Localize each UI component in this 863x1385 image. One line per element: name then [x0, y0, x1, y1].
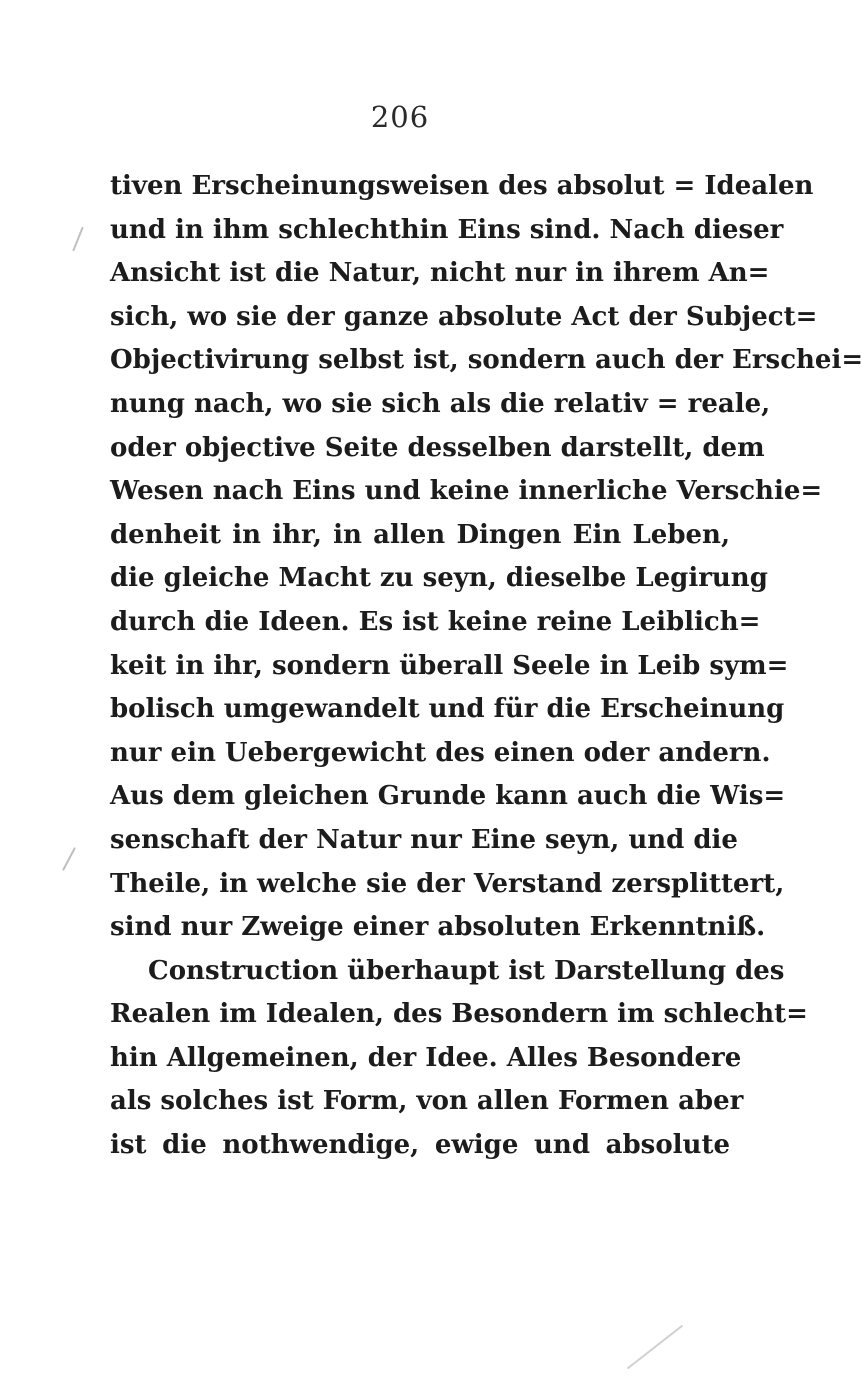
text-line: Objectivirung selbst ist, sondern auch der Erschei= [110, 345, 863, 376]
text-line: oder objective Seite desselben darstellt, dem [110, 432, 765, 463]
text-line: und in ihm schlechthin Eins sind. Nach dieser [110, 214, 784, 245]
text-line: tiven Erscheinungsweisen des absolut = Idealen [110, 171, 814, 201]
text-line: nung nach, wo sie sich als die relativ = reale, [110, 388, 771, 419]
text-line: durch die Ideen. Es ist keine reine Leiblich= [110, 606, 761, 637]
text-line: als solches ist Form, von allen Formen aber [110, 1086, 744, 1117]
text-line: ist die nothwendige, ewige und absolute [110, 1130, 730, 1161]
text-line: hin Allgemeinen, der Idee. Alles Besondere [110, 1042, 742, 1073]
text-line: Wesen nach Eins und keine innerliche Verschie= [110, 476, 823, 507]
text-line: Theile, in welche sie der Verstand zersplittert, [110, 868, 785, 899]
text-line: sich, wo sie der ganze absolute Act der Subject= [110, 301, 818, 332]
text-line: senschaft der Natur nur Eine seyn, und die [110, 824, 738, 855]
body-text [110, 165, 863, 1168]
text-line: denheit in ihr, in allen Dingen Ein Leben, [110, 519, 730, 550]
text-line: bolisch umgewandelt und für die Erscheinung [110, 694, 785, 725]
bottom-pencil-stroke [627, 1325, 683, 1370]
text-line: keit in ihr, sondern überall Seele in Leib sym= [110, 650, 789, 681]
text-line: Aus dem gleichen Grunde kann auch die Wis= [110, 781, 786, 812]
text-line: Ansicht ist die Natur, nicht nur in ihrem An= [110, 258, 770, 289]
text-line: sind nur Zweige einer absoluten Erkenntniß. [110, 912, 766, 943]
text-line: Realen im Idealen, des Besondern im schlecht= [110, 999, 808, 1030]
margin-pencil-mark-middle [62, 847, 76, 871]
text-line: die gleiche Macht zu seyn, dieselbe Legirung [110, 563, 768, 594]
text-line: nur ein Uebergewicht des einen oder andern. [110, 737, 771, 768]
margin-pencil-mark-top [72, 227, 84, 252]
text-line: Construction überhaupt ist Darstellung des [148, 955, 785, 986]
page-number: 206 [370, 100, 430, 134]
